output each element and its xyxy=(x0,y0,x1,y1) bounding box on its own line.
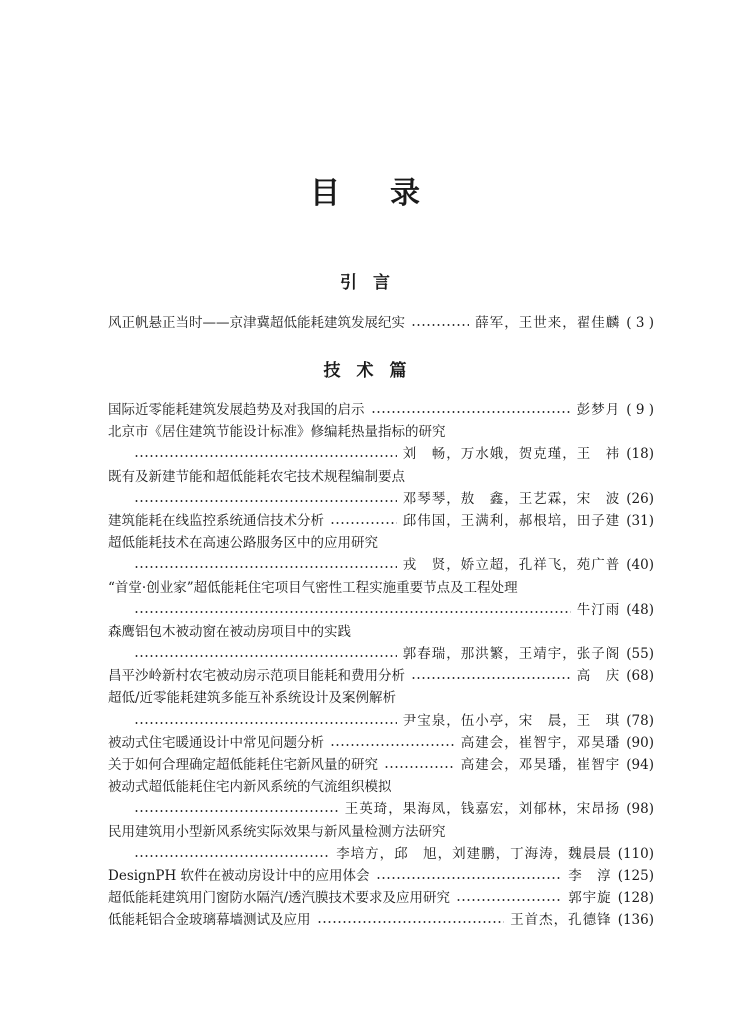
entry-title[interactable]: 昌平沙岭新村农宅被动房示范项目能耗和费用分析 xyxy=(108,668,405,685)
entry-title[interactable]: DesignPH 软件在被动房设计中的应用体会 xyxy=(108,867,370,884)
entry-title[interactable]: 被动式住宅暖通设计中常见问题分析 xyxy=(108,734,324,751)
toc-entry-line xyxy=(108,510,654,532)
toc-entry-line xyxy=(108,798,654,820)
entry-authors: 彭梦月 xyxy=(576,402,621,418)
entry-page-number: (18) xyxy=(626,446,654,463)
toc-intro xyxy=(108,312,654,334)
entry-authors: 牛汀雨 xyxy=(576,601,621,618)
entry-title[interactable]: “首堂·创业家”超低能耗住宅项目气密性工程实施重要节点及工程处理 xyxy=(108,579,518,596)
entry-title[interactable]: 森鹰铝包木被动窗在被动房项目中的实践 xyxy=(108,623,351,640)
toc-entry-line xyxy=(108,443,654,465)
entry-authors: 郭春瑞，那洪繁，王靖宇，张子阁 xyxy=(402,646,621,663)
dot-leader xyxy=(134,610,571,614)
toc-entry-line xyxy=(108,843,654,865)
entry-authors: 高 庆 xyxy=(576,668,621,685)
toc-entry-line xyxy=(108,865,654,887)
toc-entry[interactable] xyxy=(108,865,654,887)
entry-page-number: (125) xyxy=(617,867,654,884)
toc-entry-line xyxy=(108,887,654,909)
entry-title[interactable]: 低能耗铝合金玻璃幕墙测试及应用 xyxy=(108,912,311,929)
dot-leader xyxy=(411,676,571,680)
entry-title[interactable]: 超低/近零能耗建筑多能互补系统设计及案例解析 xyxy=(108,690,397,707)
entry-page-number: (40) xyxy=(626,557,654,574)
entry-authors: 高建会，崔智宇，邓昊璠 xyxy=(460,734,621,751)
toc-entry[interactable] xyxy=(108,399,654,421)
toc-entry[interactable] xyxy=(108,776,654,820)
entry-title[interactable]: 北京市《居住建筑节能设计标准》修编耗热量指标的研究 xyxy=(108,424,446,441)
entry-page-number: (55) xyxy=(626,646,654,663)
section-heading-technical: 技术篇 xyxy=(323,361,423,381)
toc-entry[interactable] xyxy=(108,312,654,334)
dot-leader xyxy=(330,521,397,525)
entry-authors: 薛军，王世来，翟佳麟 xyxy=(475,315,621,331)
entry-page-number: (110) xyxy=(617,845,654,862)
toc-entry-line xyxy=(108,665,654,687)
toc-entry[interactable] xyxy=(108,421,654,465)
dot-leader xyxy=(134,654,397,658)
toc-entry-line xyxy=(108,599,654,621)
toc-entry[interactable] xyxy=(108,754,654,776)
entry-title[interactable]: 国际近零能耗建筑发展趋势及对我国的启示 xyxy=(108,402,365,418)
entry-page-number: (128) xyxy=(617,890,654,907)
entry-page-number: ( 3 ) xyxy=(626,315,654,331)
entry-title[interactable]: 既有及新建节能和超低能耗农宅技术规程编制要点 xyxy=(108,468,405,485)
entry-page-number: (68) xyxy=(626,668,654,685)
toc-entry[interactable] xyxy=(108,821,654,865)
dot-leader xyxy=(456,898,562,902)
entry-page-number: (136) xyxy=(617,912,654,929)
entry-authors: 李 淳 xyxy=(568,867,612,884)
toc-entry-line xyxy=(108,754,654,776)
dot-leader xyxy=(134,809,339,813)
toc-entry[interactable] xyxy=(108,621,654,665)
toc-entry[interactable] xyxy=(108,466,654,510)
entry-page-number: (94) xyxy=(626,757,654,773)
entry-authors: 邓琴琴，敖 鑫，王艺霖，宋 波 xyxy=(402,490,621,507)
entry-title[interactable]: 超低能耗技术在高速公路服务区中的应用研究 xyxy=(108,535,378,552)
toc-entry-line xyxy=(108,687,654,709)
toc-entry[interactable] xyxy=(108,909,654,931)
entry-title[interactable]: 被动式超低能耗住宅内新风系统的气流组织模拟 xyxy=(108,779,392,796)
entry-authors: 戎 贤，娇立超，孔祥飞，苑广普 xyxy=(402,557,621,574)
entry-authors: 王首杰，孔德锋 xyxy=(510,912,612,929)
toc-entry[interactable] xyxy=(108,887,654,909)
dot-leader xyxy=(376,876,563,880)
entry-page-number: (78) xyxy=(626,712,654,729)
toc-entry-line xyxy=(108,577,654,599)
dot-leader xyxy=(384,765,455,769)
toc-entry-line xyxy=(108,643,654,665)
dot-leader xyxy=(134,565,397,569)
toc-entry-line xyxy=(108,732,654,754)
entry-authors: 郭宇旋 xyxy=(568,890,612,907)
toc-entry[interactable] xyxy=(108,687,654,731)
dot-leader xyxy=(134,454,397,458)
entry-title[interactable]: 关于如何合理确定超低能耗住宅新风量的研究 xyxy=(108,757,378,773)
toc-technical xyxy=(108,399,654,932)
dot-leader xyxy=(134,854,330,858)
entry-page-number: ( 9 ) xyxy=(626,402,654,418)
entry-title[interactable]: 风正帆悬正当时——京津冀超低能耗建筑发展纪实 xyxy=(108,315,405,331)
toc-entry[interactable] xyxy=(108,532,654,576)
dot-leader xyxy=(134,721,397,725)
entry-authors: 尹宝泉，伍小亭，宋 晨，王 琪 xyxy=(402,712,621,729)
toc-entry-line xyxy=(108,466,654,488)
dot-leader xyxy=(317,920,505,924)
toc-entry-line xyxy=(108,488,654,510)
entry-page-number: (90) xyxy=(626,734,654,751)
dot-leader xyxy=(330,743,455,747)
entry-authors: 高建会，邓昊璠，崔智宇 xyxy=(460,757,621,773)
toc-entry-line xyxy=(108,776,654,798)
toc-entry[interactable] xyxy=(108,665,654,687)
toc-entry-line xyxy=(108,710,654,732)
toc-entry-line xyxy=(108,554,654,576)
toc-entry-line xyxy=(108,532,654,554)
toc-entry[interactable] xyxy=(108,510,654,532)
section-heading-intro: 引言 xyxy=(340,273,406,293)
entry-authors: 李培方，邱 旭，刘建鹏，丁海涛，魏晨晨 xyxy=(336,845,612,862)
dot-leader xyxy=(134,499,397,503)
toc-entry-line xyxy=(108,399,654,421)
toc-entry-line xyxy=(108,312,654,334)
entry-authors: 邱伟国，王满利，郝根培，田子建 xyxy=(402,512,621,529)
entry-authors: 王英琦，果海凤，钱嘉宏，刘郁林，宋昂扬 xyxy=(344,801,621,818)
entry-page-number: (48) xyxy=(626,601,654,618)
dot-leader xyxy=(411,323,469,327)
entry-title[interactable]: 民用建筑用小型新风系统实际效果与新风量检测方法研究 xyxy=(108,823,446,840)
toc-entry[interactable] xyxy=(108,732,654,754)
entry-authors: 刘 畅，万水娥，贺克瑾，王 祎 xyxy=(402,446,621,463)
toc-entry-line xyxy=(108,421,654,443)
entry-title[interactable]: 建筑能耗在线监控系统通信技术分析 xyxy=(108,512,324,529)
entry-page-number: (98) xyxy=(626,801,654,818)
toc-entry-line xyxy=(108,621,654,643)
page-title: 目录 xyxy=(310,176,470,211)
toc-entry-line xyxy=(108,821,654,843)
entry-page-number: (26) xyxy=(626,490,654,507)
toc-entry[interactable] xyxy=(108,577,654,621)
entry-title[interactable]: 超低能耗建筑用门窗防水隔汽/透汽膜技术要求及应用研究 xyxy=(108,890,451,907)
dot-leader xyxy=(371,410,571,414)
entry-page-number: (31) xyxy=(626,512,654,529)
toc-entry-line xyxy=(108,909,654,931)
